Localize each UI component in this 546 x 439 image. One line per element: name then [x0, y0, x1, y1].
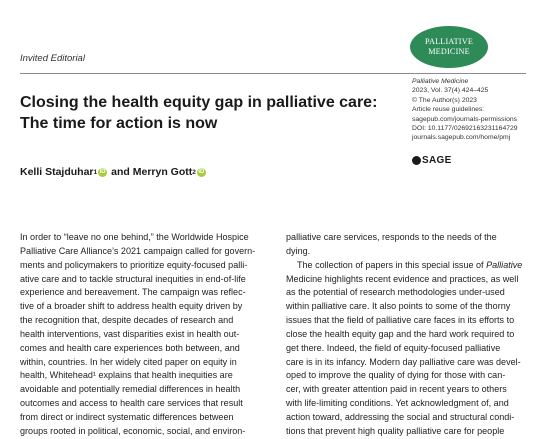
text-line: experience and bereavement. The campaign was reflec- — [20, 287, 246, 298]
section-label: Invited Editorial — [20, 53, 85, 64]
text-line: outcomes and access to health care services that result — [20, 398, 243, 409]
text-line-italic-ref: The collection of papers in this special issue of Palliative — [297, 259, 523, 270]
body-column-left — [20, 231, 260, 439]
doi[interactable]: DOI: 10.1177/02692163231164729 — [412, 125, 518, 133]
copyright: © The Author(s) 2023 — [412, 96, 477, 104]
logo-line-1: PALLIATIVE — [424, 37, 474, 46]
text-line: palliative care services, responds to the needs of the — [286, 232, 497, 242]
body-column-right — [286, 231, 526, 439]
title-line-2: The time for action is now — [20, 115, 218, 132]
article-title — [20, 92, 410, 134]
text-line: cer, with greater attention paid in recent years to others — [286, 384, 507, 395]
text-line: Palliative Care Alliance’s 2021 campaign called for govern- — [20, 245, 256, 256]
journal-logo — [410, 26, 488, 68]
publisher-logo — [412, 155, 452, 166]
text-line: as the potential of research methodologies under-used — [286, 287, 505, 298]
affiliation-mark: 2 — [192, 168, 196, 176]
volume-info: 2023, Vol. 37(4) 424–425 — [412, 87, 489, 95]
orcid-icon[interactable]: iD — [99, 168, 106, 175]
reuse-link[interactable]: sagepub.com/journals-permissions — [412, 115, 518, 123]
orcid-icon[interactable]: iD — [198, 168, 205, 175]
text-line: from direct or indirect systematic differences between — [20, 411, 234, 422]
reuse-label: Article reuse guidelines: — [412, 106, 485, 114]
text-line: issues that the field of palliative care faces in its efforts to — [286, 315, 515, 326]
text-line: action toward, addressing the social and structural condi- — [286, 411, 515, 422]
text-line: close the health equity gap and the hard work required to — [286, 328, 515, 339]
text-line: care is in its infancy. Modern day palliative care was devel- — [286, 356, 521, 367]
text-line: health, Whitehead¹ explains that health inequities are — [20, 370, 233, 381]
text-line: comes and health care experiences both between, and — [20, 342, 240, 353]
text-line: Medicine highlights recent evidence and practices, as well — [286, 273, 519, 284]
text-line: health interventions, vast disparities exist in health out- — [20, 328, 240, 339]
text-line: tions that prevent high quality palliative care for people — [286, 425, 505, 436]
sage-icon — [412, 156, 421, 165]
text-line: groups rooted in political, economic, social, and environ- — [20, 425, 246, 436]
text-line: ments and policymakers to prioritize equity-focused palli- — [20, 259, 248, 270]
text-line: oped to improve the quality of dying for those with can- — [286, 370, 506, 381]
journal-reference: Palliative — [486, 259, 523, 270]
title-line-1: Closing the health equity gap in palliative care: — [20, 94, 378, 111]
journal-name: Palliative Medicine — [412, 78, 469, 85]
text-line: avoidable and potentially remedial differences in health — [20, 384, 241, 395]
author-connector: and — [111, 166, 130, 178]
text-line: tive of a broader shift to address health equity driven by — [20, 301, 243, 312]
author-name[interactable]: Merryn Gott — [132, 166, 193, 178]
text-line: In order to “leave no one behind,” the Worldwide Hospice — [20, 232, 249, 242]
text-line: within, countries. In her widely cited paper on equity in — [20, 356, 237, 367]
text-line: ative care and to tackle structural inequities in end-of-life — [20, 273, 246, 284]
text-line: with life-limiting conditions. Yet acknowledgment of, and — [286, 398, 509, 409]
logo-line-2: MEDICINE — [428, 47, 470, 56]
text-line: the recognition that, despite decades of research and — [20, 315, 234, 326]
text-line: get there. Indeed, the field of equity-focused palliative — [286, 342, 501, 353]
publisher-name: SAGE — [422, 155, 452, 166]
text-line: within palliative care. It also points to some of the thorny — [286, 301, 511, 312]
article-metadata — [412, 77, 544, 143]
journal-home-link[interactable]: journals.sagepub.com/home/pmj — [412, 134, 511, 142]
text-line: dying. — [286, 245, 311, 256]
author-line — [20, 166, 210, 178]
author-name[interactable]: Kelli Stajduhar — [20, 166, 94, 178]
affiliation-mark: 1 — [93, 168, 98, 176]
header-divider — [20, 73, 526, 74]
